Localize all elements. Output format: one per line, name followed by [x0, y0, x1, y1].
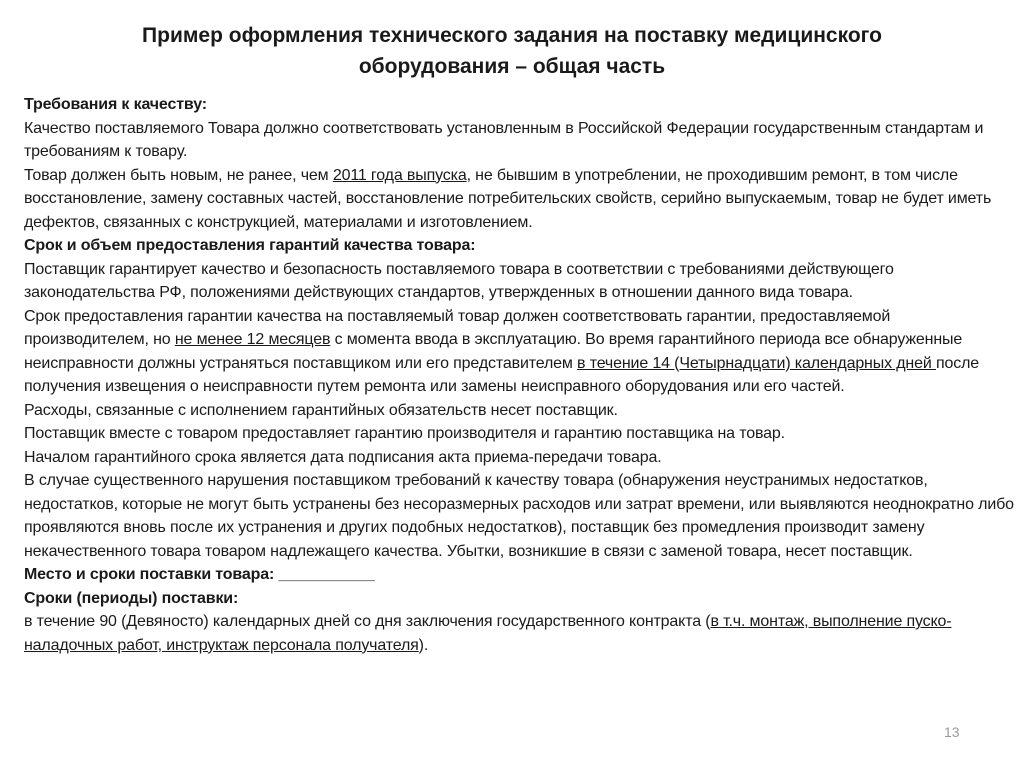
quality-heading: Требования к качеству:	[24, 96, 207, 113]
warranty-paragraph-5: Началом гарантийного срока является дата подписания акта приема-передачи товара.	[24, 448, 662, 466]
quality-p2-text-b: , не бывшим в употреблении, не проходившим ремонт, в том числе восстановление, замену составных частей, восстановление потребительских свойств, серийно выпускаемым, товар не будет иметь дефектов, связанных с конструкцией, материалами и изготовлением.	[24, 166, 992, 231]
warranty-paragraph-2	[24, 305, 1014, 399]
warranty-p2-text-a: Срок предоставления гарантии качества на поставляемый товар должен соответствовать гарантии, предоставляемой производителем, но	[24, 307, 891, 348]
periods-heading: Сроки (периоды) поставки:	[24, 589, 239, 607]
slide-body	[24, 93, 1014, 657]
periods-p1-underlined: в т.ч. монтаж, выполнение пуско-наладочных работ, инструктаж персонала получателя	[24, 613, 952, 654]
warranty-heading: Срок и объем предоставления гарантий качества товара:	[24, 237, 476, 254]
warranty-p2-text-b: с момента ввода в эксплуатацию. Во время гарантийного периода все обнаруженные неисправности должны устраняться поставщиком или его представителем	[24, 331, 963, 372]
warranty-paragraph-1: Поставщик гарантирует качество и безопасность поставляемого товара в соответствии с требованиями действующего законодательства РФ, положениями действующих стандартов, утвержденных в отношении данного вида товара.	[24, 260, 894, 301]
warranty-paragraph-4: Поставщик вместе с товаром предоставляет гарантию производителя и гарантию поставщика на товар.	[24, 425, 785, 442]
warranty-paragraph-3: Расходы, связанные с исполнением гарантийных обязательств несет поставщик.	[24, 401, 618, 419]
warranty-p2-underlined-2: в течение 14 (Четырнадцати) календарных дней	[577, 354, 936, 372]
slide-title	[0, 20, 1024, 82]
warranty-p2-underlined-1: не менее 12 месяцев	[174, 331, 331, 348]
quality-p2-underlined: 2011 года выпуска	[332, 166, 467, 184]
quality-paragraph-2	[24, 164, 1014, 235]
quality-p2-text-a: Товар должен быть новым, не ранее, чем	[24, 166, 333, 184]
place-heading: Место и сроки поставки товара: ___________	[24, 566, 375, 583]
page-number: 13	[944, 724, 960, 740]
slide-title-line1: Пример оформления технического задания на поставку медицинского	[142, 24, 882, 47]
warranty-paragraph-6: В случае существенного нарушения поставщиком требований к качеству товара (обнаружения неустранимых недостатков, недостатков, которые не могут быть устранены без несоразмерных расходов или затрат времени, или выявляются неоднократно либо проявляются вновь после их устранения и других подобных недостатков), поставщик без промедления производит замену некачественного товара товаром надлежащего качества. Убытки, возникшие в связи с заменой товара, несет поставщик.	[24, 472, 1014, 560]
periods-p1-text-b: ).	[418, 636, 429, 654]
periods-paragraph-1	[24, 610, 1014, 657]
quality-paragraph-1: Качество поставляемого Товара должно соответствовать установленным в Российской Федерации государственным стандартам и требованиям к товару.	[24, 119, 984, 160]
slide-title-line2: оборудования – общая часть	[358, 55, 666, 78]
periods-p1-text-a: в течение 90 (Девяносто) календарных дней со дня заключения государственного контракта (	[24, 613, 711, 630]
warranty-p2-text-c: после получения извещения о неисправности путем ремонта или замены неисправного оборудования или его частей.	[24, 354, 980, 395]
